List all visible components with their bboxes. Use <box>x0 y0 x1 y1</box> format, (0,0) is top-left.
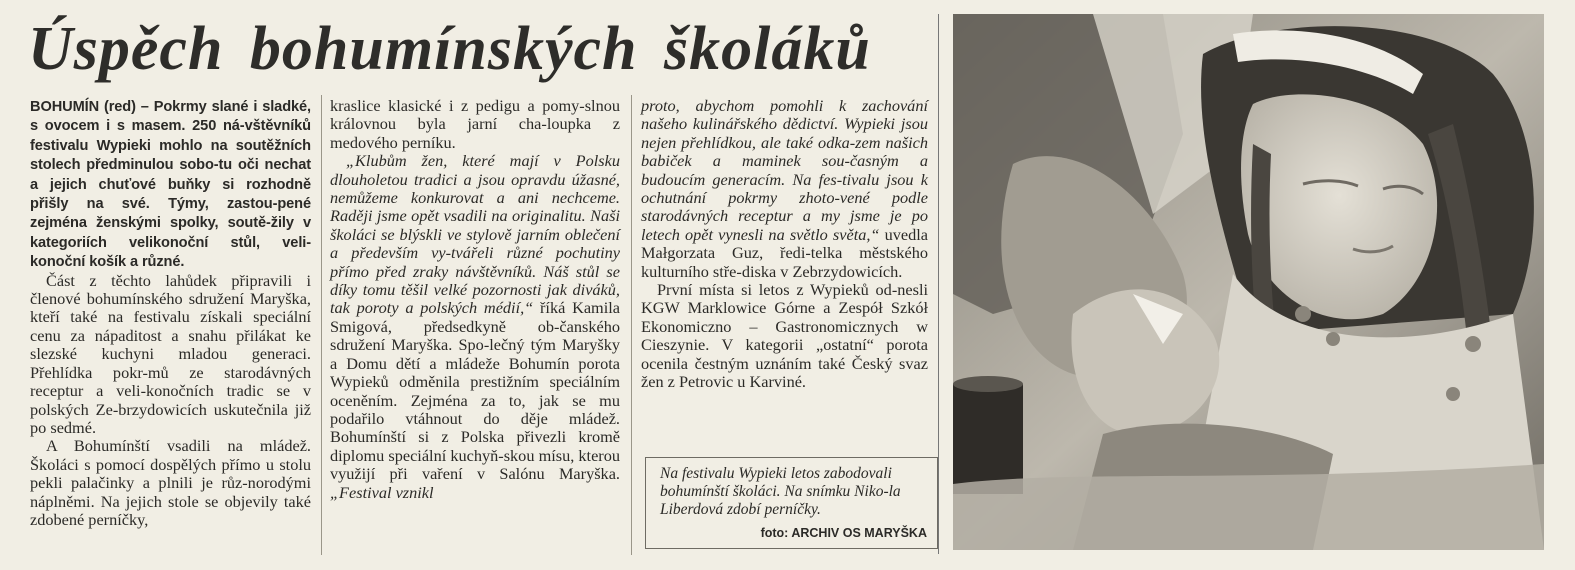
photo-caption: Na festivalu Wypieki letos zabodovali bohumínští školáci. Na snímku Niko-la Liberdová zdobí perníčky. <box>660 465 901 519</box>
quote-paragraph <box>641 97 928 281</box>
lead-paragraph <box>30 97 311 272</box>
body-paragraph: A Bohumínští vsadili na mládež. Školáci s pomocí dospělých přímo u stolu pekli palačinky a plnili je růz-norodými náplněmi. Na jejich stole se objevily také zdobené perníčky, <box>30 436 311 529</box>
photo-caption-box <box>645 457 938 549</box>
quote-text: „Klubům žen, které mají v Polsku dlouholetou tradici a jsou opravdu úžasné, nemůžeme konkurovat a ani nechceme. Raději jsme opět vsadili na originalitu. Naši školáci se blýskli ve stylově jarním oblečení a především vy-tvářeli různé pochutiny přímo před zraky návštěvníků. Náš stůl se díky tomu těšil velké pozornosti jak diváků, tak poroty a polských médií,“ <box>330 151 620 318</box>
article-headline: Úspěch bohumínských školáků <box>28 15 871 83</box>
photo-divider <box>938 14 939 554</box>
body-paragraph: Část z těchto lahůdek připravili i členové bohumínského sdružení Maryška, kteří také na festivalu získali speciální cenu za nápaditost a snahu přilákat ke slezské kuchyni mladou generaci. Přehlídka pokr-mů ze starodávných receptur a veli-konočních tradic se v polských Ze-brzydowicích uskutečnila již po sedmé. <box>30 270 311 437</box>
photo-credit: foto: ARCHIV OS MARYŠKA <box>760 526 927 540</box>
body-text: uvedla Małgorzata Guz, ředi-telka městského kulturního stře-diska v Zebrzydowicích. <box>641 224 928 281</box>
dateline: BOHUMÍN (red) – <box>30 99 149 115</box>
body-text: říká Kamila Smigová, předsedkyně ob-čanského sdružení Maryška. Spo-lečný tým Maryšky a Domu dětí a mládeže Bohumín porota Wypieků odměnila prestižním speciálním oceněním. Zejména za to, jak se mu podařilo vtáhnout do děje mládež. Bohumínští si z Polska přivezli kromě diplomu speciální kuchyň-skou mísu, kterou využijí při vaření v Salónu Maryška. <box>330 298 620 484</box>
article-column-2 <box>330 97 620 502</box>
quote-text: proto, abychom pomohli k zachování našeho kulinářského dědictví. Wypieki jsou nejen přehlídkou, ale také odka-zem našich babiček a maminek sou-časným a budoucím generacím. Na fes-tivalu jsou k ochutnání pokrmy zhoto-vené podle starodávných receptur a my jsme je po letech opět vynesli na světlo světa,“ <box>641 96 928 244</box>
quote-paragraph <box>330 152 620 502</box>
photo-girl-decorating-gingerbread <box>953 14 1544 550</box>
article-photo <box>953 14 1544 550</box>
quote-text: „Festival vznikl <box>330 482 434 502</box>
body-paragraph: První místa si letos z Wypieků od-nesli KGW Marklowice Górne a Zespół Szkół Ekonomiczno – Gastronomicznych w Cieszynie. V kategorii „ostatní“ porota ocenila čestným uznáním také Český svaz žen z Petrovic u Karviné. <box>641 280 928 392</box>
column-divider <box>321 95 322 555</box>
column-divider <box>631 95 632 555</box>
lead-text: Pokrmy slané i sladké, s ovocem i s masem. 250 ná-vštěvníků festivalu Wypieki mohlo na soutěžních stolech předminulou sobo-tu oči nechat a jejich chuťové buňky si rozhodně přišly na své. Týmy, zastou-pené zejména ženskými spolky, soutě-žily v kategoriích velikonoční stůl, veli-konoční košík a různé. <box>30 99 311 271</box>
article-column-3 <box>641 97 928 392</box>
article-column-1 <box>30 97 311 529</box>
body-paragraph: kraslice klasické i z pedigu a pomy-slnou královnou byla jarní cha-loupka z medového perníku. <box>330 96 620 152</box>
